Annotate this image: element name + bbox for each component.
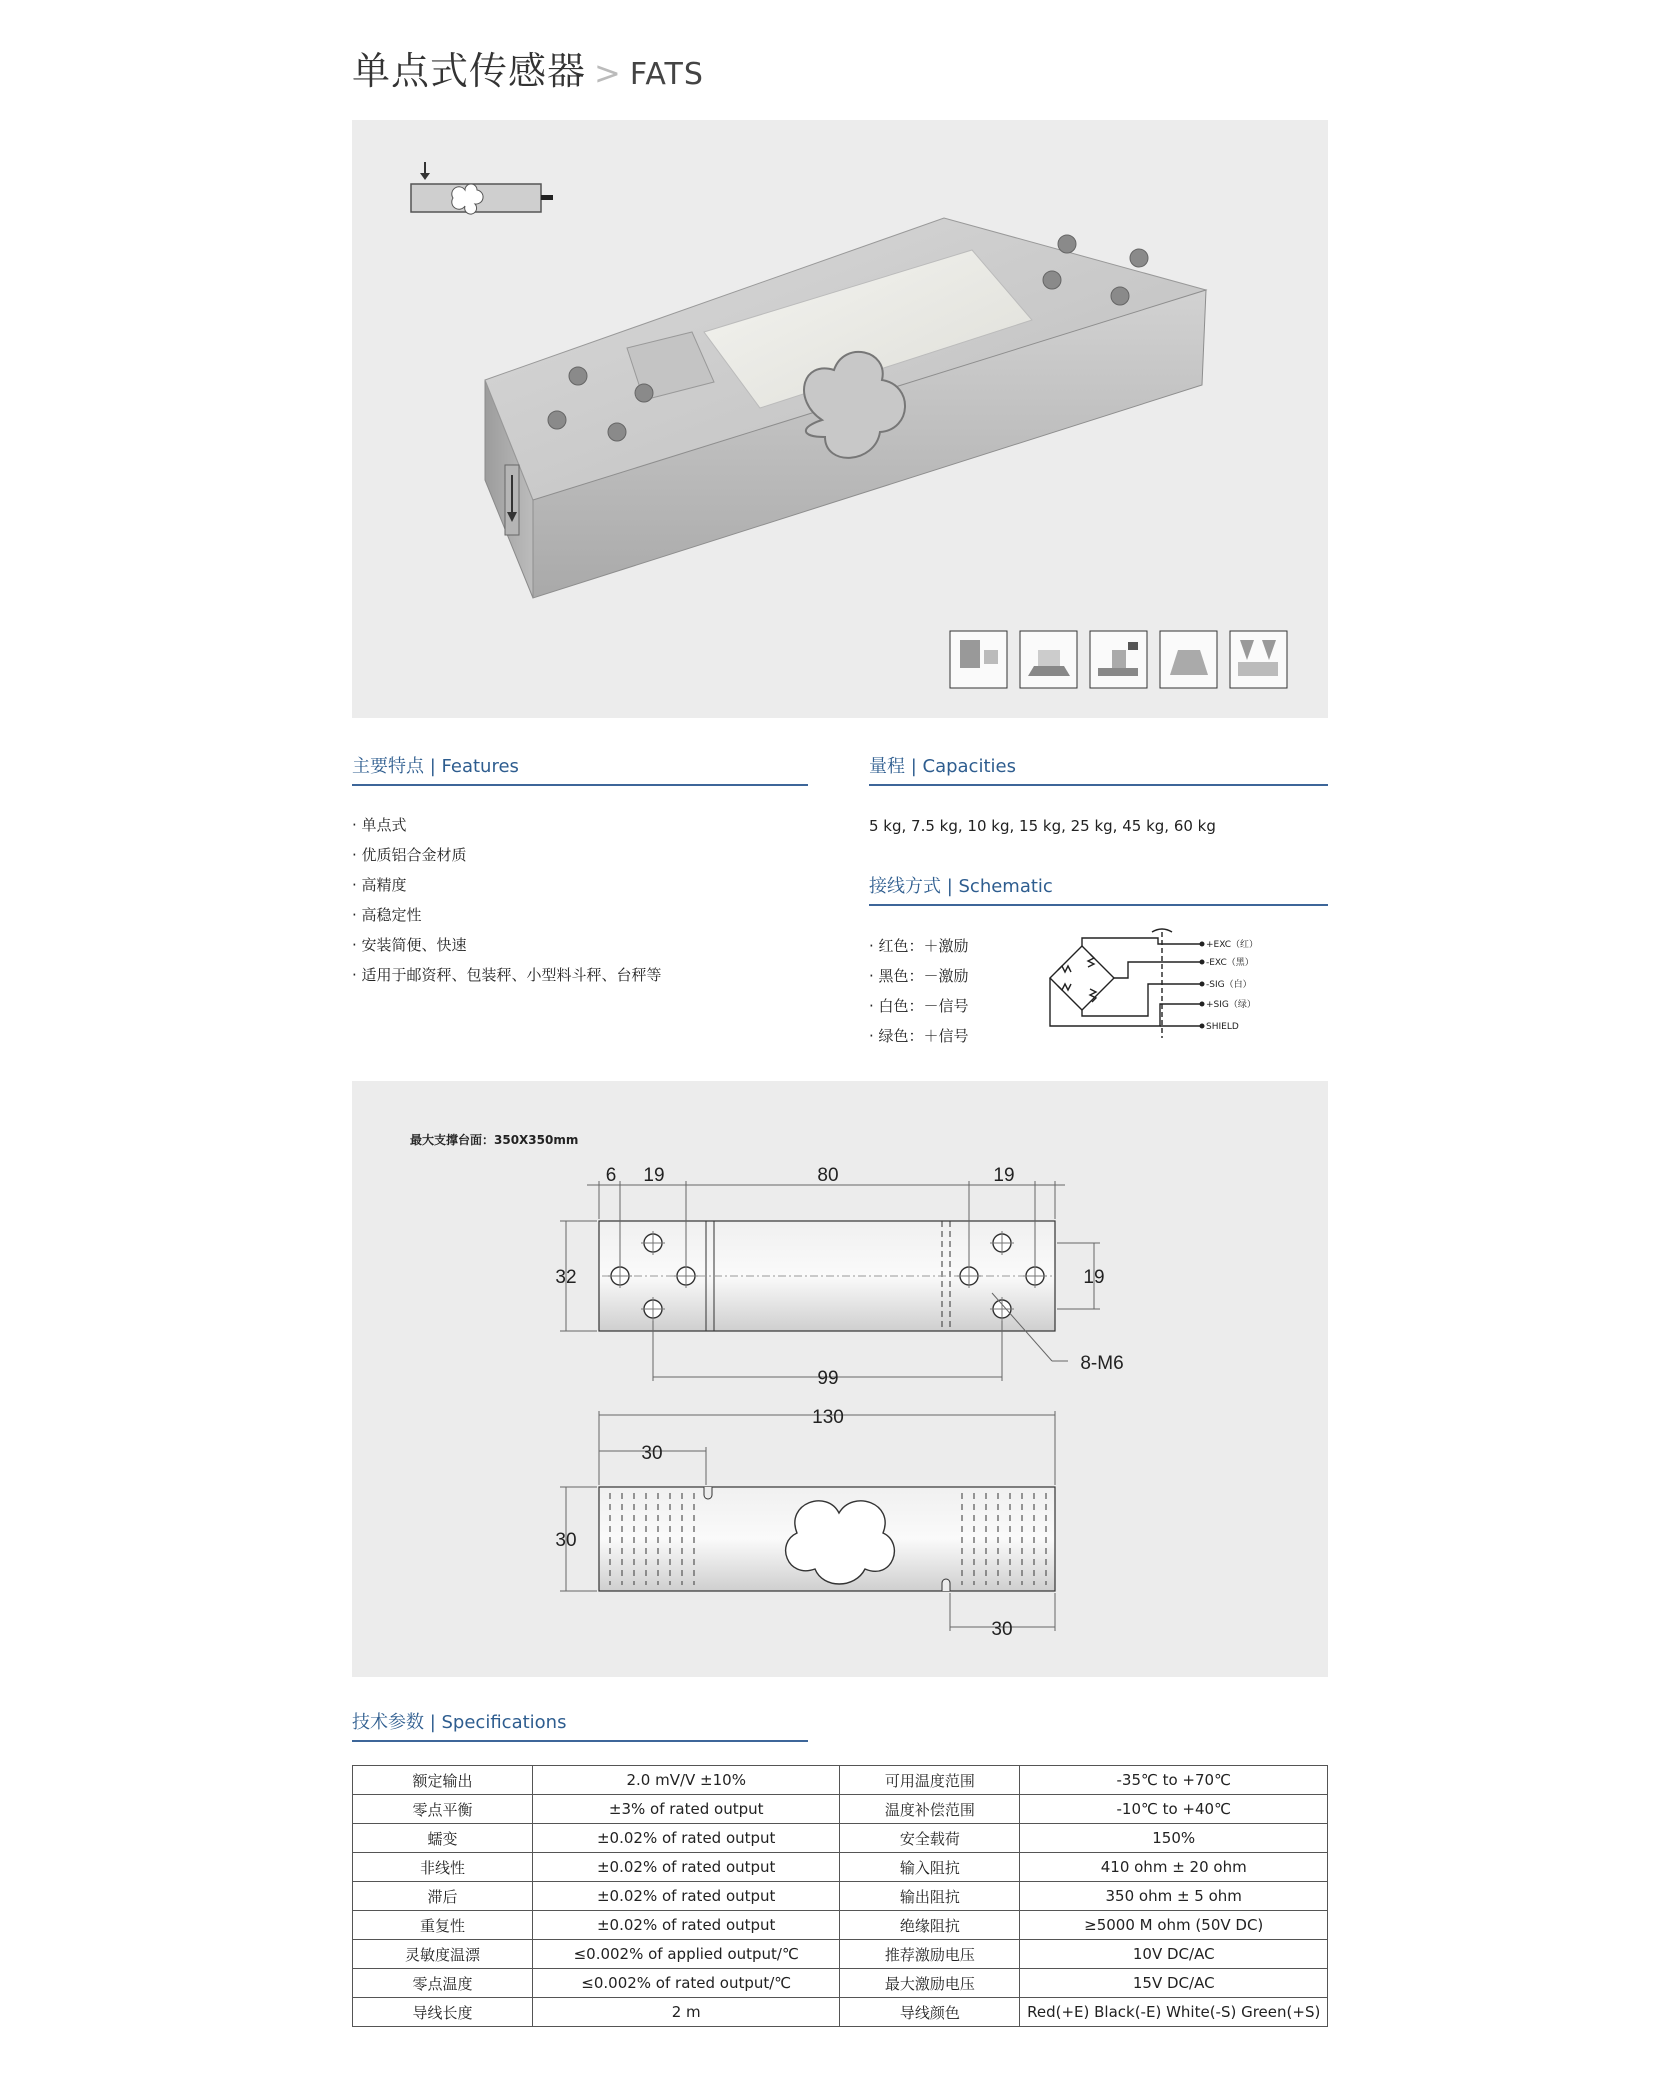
spec-value: ±0.02% of rated output [532, 1882, 839, 1911]
spec-label: 导线长度 [353, 1998, 533, 2027]
dim-label: 8-M6 [1080, 1353, 1124, 1374]
wire-red: · 红色：＋激励 [869, 931, 1019, 961]
wire-color-list [869, 931, 1019, 1051]
capacities-heading: 量程 | Capacities [869, 752, 1328, 786]
spec-label: 灵敏度温漂 [353, 1940, 533, 1969]
load-cell-body [485, 218, 1206, 598]
spec-value: Red(+E) Black(-E) White(-S) Green(+S) [1020, 1998, 1328, 2027]
top-view [555, 1165, 1123, 1389]
breadcrumb-separator: > [594, 54, 622, 92]
load-direction-icon [411, 162, 553, 214]
list-item: · 高稳定性 [352, 900, 808, 930]
wiring-diagram [1048, 928, 1259, 1056]
schematic-heading: 接线方式 | Schematic [869, 872, 1328, 906]
list-item: · 高精度 [352, 870, 808, 900]
specifications-table [352, 1765, 1328, 2027]
table-row [353, 1766, 1328, 1795]
table-row [353, 1882, 1328, 1911]
terminal-label: -EXC（黑） [1206, 958, 1254, 968]
table-row [353, 1998, 1328, 2027]
product-model: FATS [629, 57, 704, 92]
specs-heading: 技术参数 | Specifications [352, 1708, 808, 1742]
spec-label: 绝缘阻抗 [840, 1911, 1020, 1940]
spec-label: 非线性 [353, 1853, 533, 1882]
spec-label: 滞后 [353, 1882, 533, 1911]
spec-label: 温度补偿范围 [840, 1795, 1020, 1824]
spec-value: 410 ohm ± 20 ohm [1020, 1853, 1328, 1882]
load-cell-illustration [352, 120, 1328, 718]
dim-label: 32 [555, 1267, 577, 1288]
spec-label: 导线颜色 [840, 1998, 1020, 2027]
platform-size-note: 最大支撑台面：350X350mm [410, 1133, 579, 1147]
spec-label: 最大激励电压 [840, 1969, 1020, 1998]
spec-label: 可用温度范围 [840, 1766, 1020, 1795]
features-heading: 主要特点 | Features [352, 752, 808, 786]
terminal-label: SHIELD [1206, 1022, 1239, 1032]
terminal-label: +SIG（绿） [1206, 1000, 1256, 1010]
spec-label: 额定输出 [353, 1766, 533, 1795]
dim-label: 19 [993, 1165, 1015, 1186]
dim-label: 130 [812, 1407, 844, 1428]
capacities-text: 5 kg, 7.5 kg, 10 kg, 15 kg, 25 kg, 45 kg, 60 kg [869, 817, 1216, 835]
list-item: · 单点式 [352, 810, 808, 840]
dim-label: 30 [991, 1619, 1013, 1640]
spec-value: -35℃ to +70℃ [1020, 1766, 1328, 1795]
dim-label: 99 [817, 1368, 839, 1389]
spec-value: ±0.02% of rated output [532, 1824, 839, 1853]
application-thumbnails [950, 631, 1287, 688]
wire-green: · 绿色：＋信号 [869, 1021, 1019, 1051]
spec-label: 输入阻抗 [840, 1853, 1020, 1882]
wire-black: · 黑色：－激励 [869, 961, 1019, 991]
table-row [353, 1940, 1328, 1969]
dim-label: 19 [643, 1165, 665, 1186]
dimension-drawing [352, 1081, 1328, 1677]
spec-value: ±3% of rated output [532, 1795, 839, 1824]
spec-value: ≤0.002% of applied output/℃ [532, 1940, 839, 1969]
spec-value: ≥5000 M ohm (50V DC) [1020, 1911, 1328, 1940]
page-title [352, 40, 704, 95]
spec-label: 推荐激励电压 [840, 1940, 1020, 1969]
spec-label: 蠕变 [353, 1824, 533, 1853]
spec-label: 零点温度 [353, 1969, 533, 1998]
spec-value: -10℃ to +40℃ [1020, 1795, 1328, 1824]
spec-value: 2 m [532, 1998, 839, 2027]
spec-label: 重复性 [353, 1911, 533, 1940]
table-row [353, 1969, 1328, 1998]
spec-value: 2.0 mV/V ±10% [532, 1766, 839, 1795]
table-row [353, 1911, 1328, 1940]
side-view [555, 1407, 1055, 1640]
dim-label: 30 [555, 1530, 577, 1551]
list-item: · 适用于邮资秤、包装秤、小型料斗秤、台秤等 [352, 960, 808, 990]
spec-label: 输出阻抗 [840, 1882, 1020, 1911]
spec-value: 150% [1020, 1824, 1328, 1853]
list-item: · 安装简便、快速 [352, 930, 808, 960]
dim-label: 19 [1083, 1267, 1105, 1288]
terminal-label: -SIG（白） [1206, 980, 1252, 990]
dim-label: 30 [641, 1443, 663, 1464]
spec-value: 15V DC/AC [1020, 1969, 1328, 1998]
spec-value: ±0.02% of rated output [532, 1911, 839, 1940]
table-row [353, 1795, 1328, 1824]
dimension-drawing-panel [352, 1081, 1328, 1677]
dim-label: 80 [817, 1165, 839, 1186]
spec-value: 350 ohm ± 5 ohm [1020, 1882, 1328, 1911]
list-item: · 优质铝合金材质 [352, 840, 808, 870]
dim-label: 6 [605, 1165, 617, 1186]
spec-value: ≤0.002% of rated output/℃ [532, 1969, 839, 1998]
features-list [352, 810, 808, 990]
terminal-label: +EXC（红） [1206, 940, 1259, 950]
wire-white: · 白色：－信号 [869, 991, 1019, 1021]
spec-label: 安全载荷 [840, 1824, 1020, 1853]
product-category: 单点式传感器 [352, 49, 587, 93]
product-image-panel [352, 120, 1328, 718]
spec-label: 零点平衡 [353, 1795, 533, 1824]
spec-value: ±0.02% of rated output [532, 1853, 839, 1882]
spec-value: 10V DC/AC [1020, 1940, 1328, 1969]
table-row [353, 1824, 1328, 1853]
table-row [353, 1853, 1328, 1882]
